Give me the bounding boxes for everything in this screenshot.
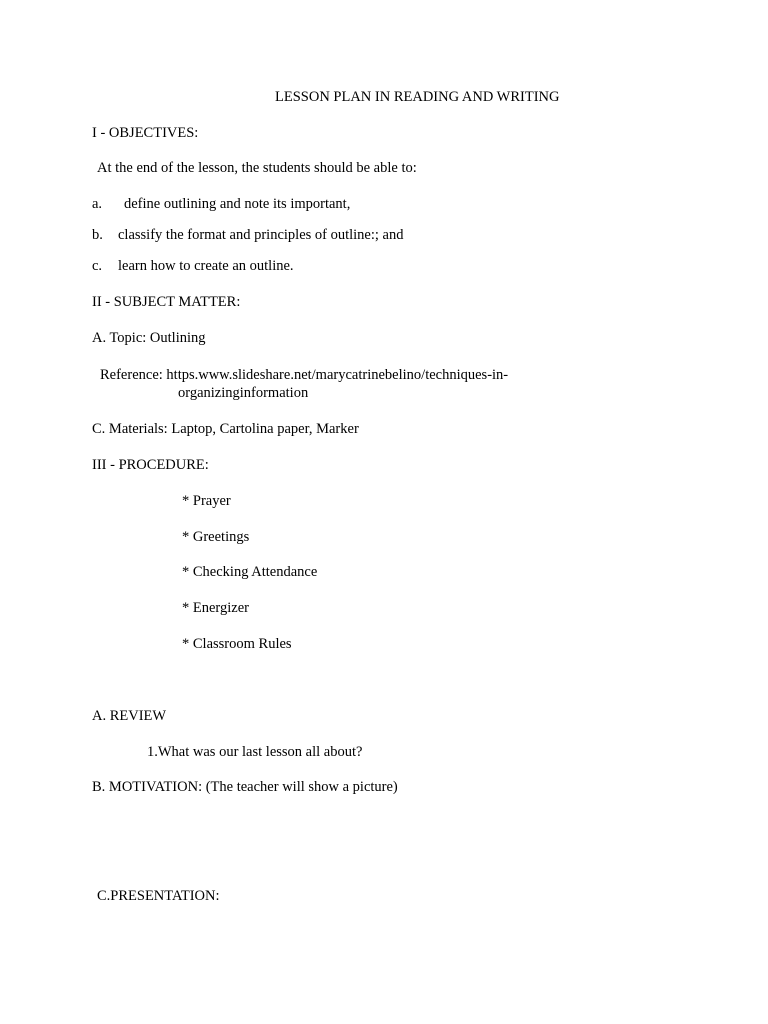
review-heading: A. REVIEW — [92, 708, 167, 724]
objective-marker: c. — [92, 258, 103, 274]
objectives-intro: At the end of the lesson, the students should be able to: — [97, 160, 417, 176]
subject-matter-heading: II - SUBJECT MATTER: — [92, 294, 241, 310]
document-title: LESSON PLAN IN READING AND WRITING — [275, 89, 560, 105]
objective-text: define outlining and note its important, — [124, 196, 351, 212]
materials-line: C. Materials: Laptop, Cartolina paper, Marker — [92, 421, 359, 437]
objective-text: learn how to create an outline. — [118, 258, 294, 274]
reference-continuation: organizinginformation — [178, 385, 309, 401]
objectives-heading: I - OBJECTIVES: — [92, 125, 199, 141]
procedure-item: * Classroom Rules — [182, 636, 292, 652]
review-question: 1.What was our last lesson all about? — [147, 744, 363, 760]
presentation-heading: C.PRESENTATION: — [97, 888, 220, 904]
objective-item — [92, 195, 350, 213]
procedure-item: * Energizer — [182, 600, 249, 616]
reference-line: Reference: https.www.slideshare.net/marycatrinebelino/techniques-in- — [100, 367, 509, 383]
objective-marker: a. — [92, 196, 103, 212]
topic-line: A. Topic: Outlining — [92, 330, 206, 346]
procedure-item: * Prayer — [182, 493, 231, 509]
objective-item — [92, 226, 404, 244]
procedure-item: * Greetings — [182, 529, 250, 545]
procedure-item: * Checking Attendance — [182, 564, 318, 580]
objective-item — [92, 257, 294, 275]
objective-marker: b. — [92, 227, 103, 243]
objective-text: classify the format and principles of outline:; and — [118, 227, 404, 243]
motivation-heading: B. MOTIVATION: (The teacher will show a picture) — [92, 779, 398, 795]
procedure-heading: III - PROCEDURE: — [92, 457, 209, 473]
